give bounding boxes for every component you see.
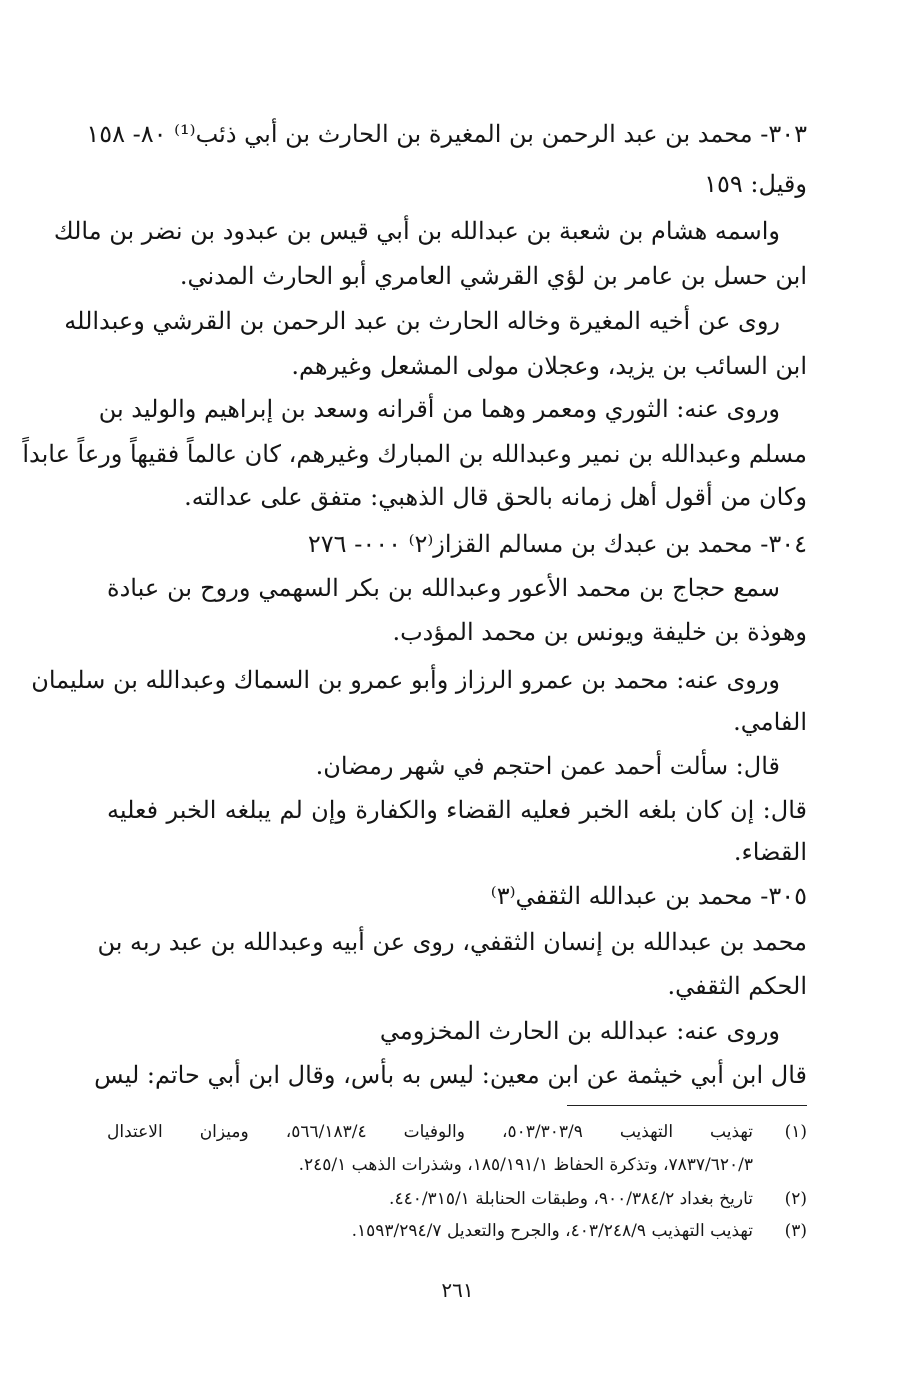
entry-305-line-3: وروى عنه: عبدالله بن الحارث المخزومي: [379, 1017, 780, 1045]
footnote-divider: [567, 1105, 807, 1106]
entry-304-line-6: قال: إن كان بلغه الخبر فعليه القضاء والكفارة وإن لم يبلغه الخبر فعليه: [107, 796, 807, 824]
footnote-3-number: (٣): [784, 1221, 807, 1241]
entry-305-line-4: قال ابن أبي خيثمة عن ابن معين: ليس به بأس، وقال ابن أبي حاتم: ليس: [94, 1061, 807, 1089]
page-number: ٢٦١: [441, 1278, 474, 1302]
entry-303-line-2: ابن حسل بن عامر بن لؤي القرشي العامري أبو الحارث المدني.: [179, 262, 807, 290]
footnote-1-number: (١): [784, 1122, 807, 1142]
entry-304-line-3: وروى عنه: محمد بن عمرو الرزاز وأبو عمرو بن السماك وعبدالله بن سليمان: [31, 666, 780, 694]
footnote-2-line-1: تاريخ بغداد ٩٠٠/٣٨٤/٢، وطبقات الحنابلة ٤٤٠/٣١٥/١.: [389, 1189, 753, 1209]
entry-303-heading: ٣٠٣- محمد بن عبد الرحمن بن المغيرة بن الحارث بن أبي ذئب⁽¹⁾ ٨٠- ١٥٨: [86, 120, 807, 148]
entry-304-line-7: القضاء.: [733, 838, 807, 866]
entry-304-line-1: سمع حجاج بن محمد الأعور وعبدالله بن بكر السهمي وروح بن عبادة: [107, 574, 780, 602]
entry-305-heading: ٣٠٥- محمد بن عبدالله الثقفي⁽٣⁾: [490, 882, 807, 910]
entry-303-line-5: وروى عنه: الثوري ومعمر وهما من أقرانه وسعد بن إبراهيم والوليد بن: [98, 395, 780, 423]
entry-303-line-7: وكان من أقول أهل زمانه بالحق قال الذهبي: متفق على عدالته.: [184, 483, 807, 511]
entry-303-heading-continuation: وقيل: ١٥٩: [704, 170, 807, 198]
entry-304-line-4: الفامي.: [733, 708, 807, 736]
entry-304-line-2: وهوذة بن خليفة ويونس بن محمد المؤدب.: [392, 618, 807, 646]
entry-303-line-4: ابن السائب بن يزيد، وعجلان مولى المشعل وغيرهم.: [291, 352, 807, 380]
entry-305-line-1: محمد بن عبدالله بن إنسان الثقفي، روى عن أبيه وعبدالله بن عبد ربه بن: [97, 928, 807, 956]
entry-305-line-2: الحكم الثقفي.: [667, 972, 807, 1000]
entry-304-heading: ٣٠٤- محمد بن عبدك بن مسالم القزاز⁽٢⁾ ٠٠٠- ٢٧٦: [307, 530, 807, 558]
entry-303-line-6: مسلم وعبدالله بن نمير وعبدالله بن المبارك وغيرهم، كان عالماً فقيهاً ورعاً عابداً: [22, 440, 807, 468]
entry-303-line-3: روى عن أخيه المغيرة وخاله الحارث بن عبد الرحمن بن القرشي وعبدالله: [64, 307, 780, 335]
footnote-3-line-1: تهذيب التهذيب ٤٠٣/٢٤٨/٩، والجرح والتعديل ١٥٩٣/٢٩٤/٧.: [351, 1221, 753, 1241]
footnote-1-line-1: تهذيب التهذيب ٥٠٣/٣٠٣/٩، والوفيات ٥٦٦/١٨٣/٤، وميزان الاعتدال: [107, 1122, 753, 1142]
entry-304-line-5: قال: سألت أحمد عمن احتجم في شهر رمضان.: [315, 752, 780, 780]
footnote-1-line-2: ٧٨٣٧/٦٢٠/٣، وتذكرة الحفاظ ١٨٥/١٩١/١، وشذرات الذهب ٢٤٥/١.: [298, 1155, 753, 1175]
entry-303-line-1: واسمه هشام بن شعبة بن عبدالله بن أبي قيس بن عبدود بن نضر بن مالك: [53, 217, 780, 245]
footnote-2-number: (٢): [784, 1189, 807, 1209]
